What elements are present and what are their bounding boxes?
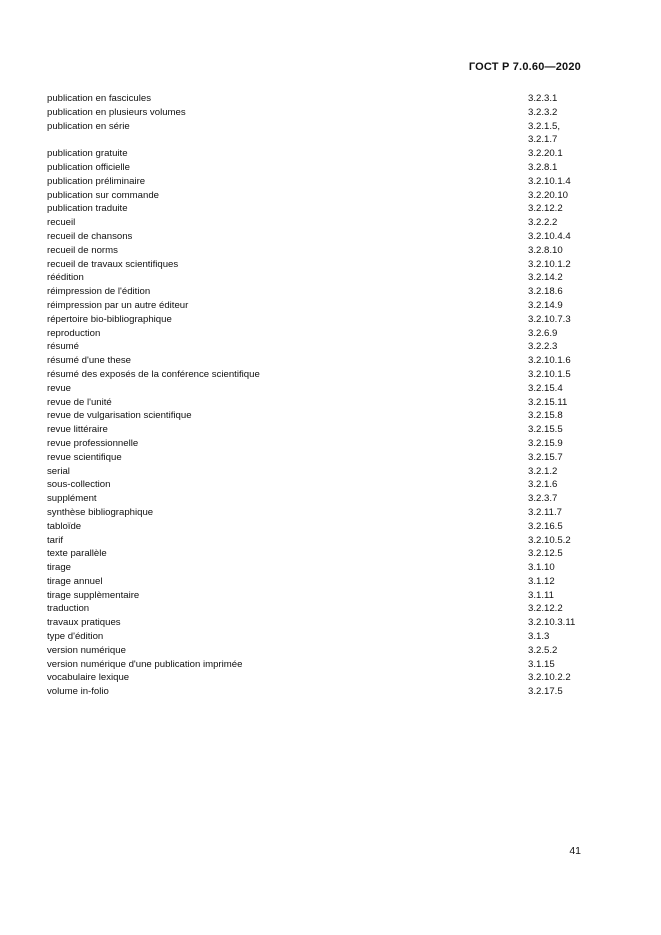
index-entry	[47, 202, 587, 216]
index-ref-number: 3.2.1.6	[528, 479, 558, 491]
index-refs	[528, 478, 557, 492]
index-entry	[47, 589, 587, 603]
index-term: tarif	[47, 534, 63, 546]
index-term: publication officielle	[47, 161, 131, 173]
index-ref-number: 3.2.8.10	[528, 244, 563, 256]
index-term: publication en plusieurs volumes	[47, 106, 186, 118]
index-refs	[528, 285, 563, 299]
index-ref-number: 3.2.2.3	[528, 341, 558, 353]
index-ref-number: 3.2.15.9	[528, 437, 563, 449]
index-ref-number: 3.2.8.1	[528, 161, 558, 173]
index-refs	[528, 671, 571, 685]
index-term: version numérique d'une publication imprimée	[47, 658, 243, 670]
index-ref-number: 3.2.1.7	[528, 134, 558, 146]
index-entry	[47, 547, 587, 561]
index-ref-number: 3.2.2.2	[528, 217, 558, 229]
index-ref-number: 3.1.15	[528, 658, 555, 670]
index-refs	[528, 561, 555, 575]
index-ref-number: 3.2.11.7	[528, 506, 562, 518]
index-refs	[528, 534, 571, 548]
index-refs	[528, 189, 568, 203]
index-refs	[528, 547, 563, 561]
index-term: reproduction	[47, 327, 101, 339]
index-ref-number: 3.2.3.2	[528, 106, 558, 118]
index-entry	[47, 658, 587, 672]
index-refs	[528, 465, 557, 479]
alphabetical-index	[47, 92, 587, 699]
index-refs	[528, 313, 571, 327]
index-entry	[47, 685, 587, 699]
index-entry	[47, 492, 587, 506]
index-term: revue	[47, 382, 71, 394]
index-term: recueil	[47, 217, 76, 229]
index-entry	[47, 382, 587, 396]
index-ref-number: 3.2.16.5	[528, 520, 563, 532]
index-term: travaux pratiques	[47, 617, 121, 629]
index-entry	[47, 423, 587, 437]
index-term: tirage annuel	[47, 575, 103, 587]
index-ref-number: 3.2.3.1	[528, 93, 558, 104]
index-refs	[528, 575, 555, 589]
page-header: ГОСТ Р 7.0.60—2020	[468, 61, 581, 73]
index-refs	[528, 437, 563, 451]
index-term: revue littéraire	[47, 424, 108, 436]
index-refs	[528, 658, 555, 672]
index-refs	[528, 396, 567, 410]
index-ref-number: 3.1.10	[528, 562, 555, 574]
index-term: recueil de chansons	[47, 230, 133, 242]
index-ref-number: 3.1.3	[528, 631, 550, 643]
index-refs	[528, 271, 563, 285]
index-refs	[528, 230, 571, 244]
index-ref-number: 3.2.12.5	[528, 548, 563, 560]
index-refs	[528, 492, 557, 506]
index-term: revue de l'unité	[47, 396, 112, 408]
index-refs	[528, 202, 563, 216]
index-ref-number: 3.2.15.8	[528, 410, 563, 422]
index-entry	[47, 161, 587, 175]
index-refs	[528, 602, 563, 616]
index-term: réédition	[47, 272, 84, 284]
index-term: version numérique	[47, 644, 126, 656]
index-ref-number: 3.2.15.5	[528, 424, 563, 436]
index-refs	[528, 423, 563, 437]
index-ref-number: 3.2.15.7	[528, 451, 563, 463]
index-refs	[528, 644, 557, 658]
index-entry	[47, 92, 587, 106]
index-refs	[528, 630, 549, 644]
index-entry	[47, 396, 587, 410]
index-entry	[47, 409, 587, 423]
index-entry	[47, 534, 587, 548]
index-entry	[47, 630, 587, 644]
index-ref-number: 3.2.10.1.5	[528, 368, 571, 380]
index-term: répertoire bio-bibliographique	[47, 313, 172, 325]
index-refs	[528, 451, 563, 465]
index-refs	[528, 354, 571, 368]
index-refs	[528, 382, 563, 396]
index-term: publication traduite	[47, 203, 128, 215]
index-entry	[47, 478, 587, 492]
index-entry	[47, 175, 587, 189]
index-entry	[47, 120, 587, 148]
index-ref-number: 3.2.10.4.4	[528, 230, 571, 242]
index-term: tabloïde	[47, 520, 82, 532]
index-ref-number: 3.2.15.4	[528, 382, 563, 394]
index-entry	[47, 520, 587, 534]
index-refs	[528, 216, 557, 230]
index-entry	[47, 271, 587, 285]
index-entry	[47, 644, 587, 658]
index-term: recueil de norms	[47, 244, 118, 256]
index-term: tirage supplèmentaire	[47, 589, 140, 601]
index-ref-number: 3.2.18.6	[528, 286, 563, 298]
index-term: revue de vulgarisation scientifique	[47, 410, 192, 422]
index-entry	[47, 299, 587, 313]
index-refs	[528, 258, 571, 272]
index-entry	[47, 451, 587, 465]
index-ref-number: 3.1.11	[528, 589, 554, 601]
index-ref-number: 3.2.14.2	[528, 272, 563, 284]
index-refs	[528, 368, 571, 382]
index-term: publication préliminaire	[47, 175, 146, 187]
index-term: publication en série	[47, 120, 130, 132]
index-term: vocabulaire lexique	[47, 672, 130, 684]
index-ref-number: 3.2.10.2.2	[528, 672, 571, 684]
index-entry	[47, 258, 587, 272]
index-term: supplément	[47, 493, 97, 505]
index-entry	[47, 147, 587, 161]
index-ref-number: 3.2.10.1.2	[528, 258, 571, 270]
index-term: texte parallèle	[47, 548, 107, 560]
index-entry	[47, 244, 587, 258]
index-ref-number: 3.2.12.2	[528, 603, 563, 615]
index-refs	[528, 106, 557, 120]
index-entry	[47, 465, 587, 479]
index-ref-number: 3.2.10.1.4	[528, 175, 571, 187]
index-term: serial	[47, 465, 70, 477]
index-ref-number: 3.1.12	[528, 575, 555, 587]
index-term: recueil de travaux scientifiques	[47, 258, 179, 270]
index-ref-number: 3.2.14.9	[528, 299, 563, 311]
index-refs	[528, 520, 563, 534]
index-entry	[47, 327, 587, 341]
index-term: résumé d'une these	[47, 355, 131, 367]
index-entry	[47, 368, 587, 382]
index-ref-number: 3.2.15.11	[528, 396, 568, 408]
index-term: type d'édition	[47, 631, 104, 643]
index-ref-number: 3.2.1.5,	[528, 120, 561, 132]
index-entry	[47, 106, 587, 120]
index-ref-number: 3.2.12.2	[528, 203, 563, 215]
index-term: revue professionnelle	[47, 437, 139, 449]
index-term: résumé	[47, 341, 79, 353]
index-ref-number: 3.2.6.9	[528, 327, 558, 339]
index-term: publication en fascicules	[47, 93, 151, 104]
index-entry	[47, 616, 587, 630]
index-refs	[528, 506, 562, 520]
index-refs	[528, 175, 571, 189]
index-ref-number: 3.2.20.10	[528, 189, 569, 201]
index-ref-number: 3.2.10.3.11	[528, 617, 576, 629]
index-refs	[528, 409, 563, 423]
index-term: réimpression par un autre éditeur	[47, 299, 189, 311]
index-ref-number: 3.2.1.2	[528, 465, 558, 477]
index-refs	[528, 147, 563, 161]
index-ref-number: 3.2.17.5	[528, 686, 563, 698]
index-ref-number: 3.2.3.7	[528, 493, 558, 505]
index-ref-number: 3.2.10.7.3	[528, 313, 571, 325]
index-entry	[47, 216, 587, 230]
index-term: revue scientifique	[47, 451, 122, 463]
index-ref-number: 3.2.5.2	[528, 644, 558, 656]
index-term: publication gratuite	[47, 148, 128, 160]
index-refs	[528, 299, 563, 313]
index-refs	[528, 327, 557, 341]
index-entry	[47, 671, 587, 685]
index-refs	[528, 616, 575, 630]
index-entry	[47, 602, 587, 616]
index-term: volume in-folio	[47, 686, 109, 698]
index-entry	[47, 285, 587, 299]
index-term: réimpression de l'édition	[47, 286, 151, 298]
index-refs	[528, 120, 560, 148]
index-term: synthèse bibliographique	[47, 506, 154, 518]
index-term: résumé des exposés de la conférence scientifique	[47, 368, 260, 380]
page-number: 41	[569, 845, 581, 857]
index-entry	[47, 230, 587, 244]
index-term: sous-collection	[47, 479, 111, 491]
index-refs	[528, 685, 563, 699]
index-term: publication sur commande	[47, 189, 159, 201]
index-refs	[528, 161, 557, 175]
index-entry	[47, 437, 587, 451]
index-ref-number: 3.2.10.1.6	[528, 355, 571, 367]
index-entry	[47, 575, 587, 589]
index-refs	[528, 244, 563, 258]
index-entry	[47, 340, 587, 354]
index-entry	[47, 354, 587, 368]
index-ref-number: 3.2.10.5.2	[528, 534, 571, 546]
index-term: tirage	[47, 562, 71, 574]
index-refs	[528, 589, 554, 603]
index-entry	[47, 561, 587, 575]
index-ref-number: 3.2.20.1	[528, 148, 563, 160]
index-entry	[47, 506, 587, 520]
index-entry	[47, 313, 587, 327]
index-term: traduction	[47, 603, 90, 615]
index-entry	[47, 189, 587, 203]
index-refs	[528, 92, 557, 106]
index-refs	[528, 340, 557, 354]
